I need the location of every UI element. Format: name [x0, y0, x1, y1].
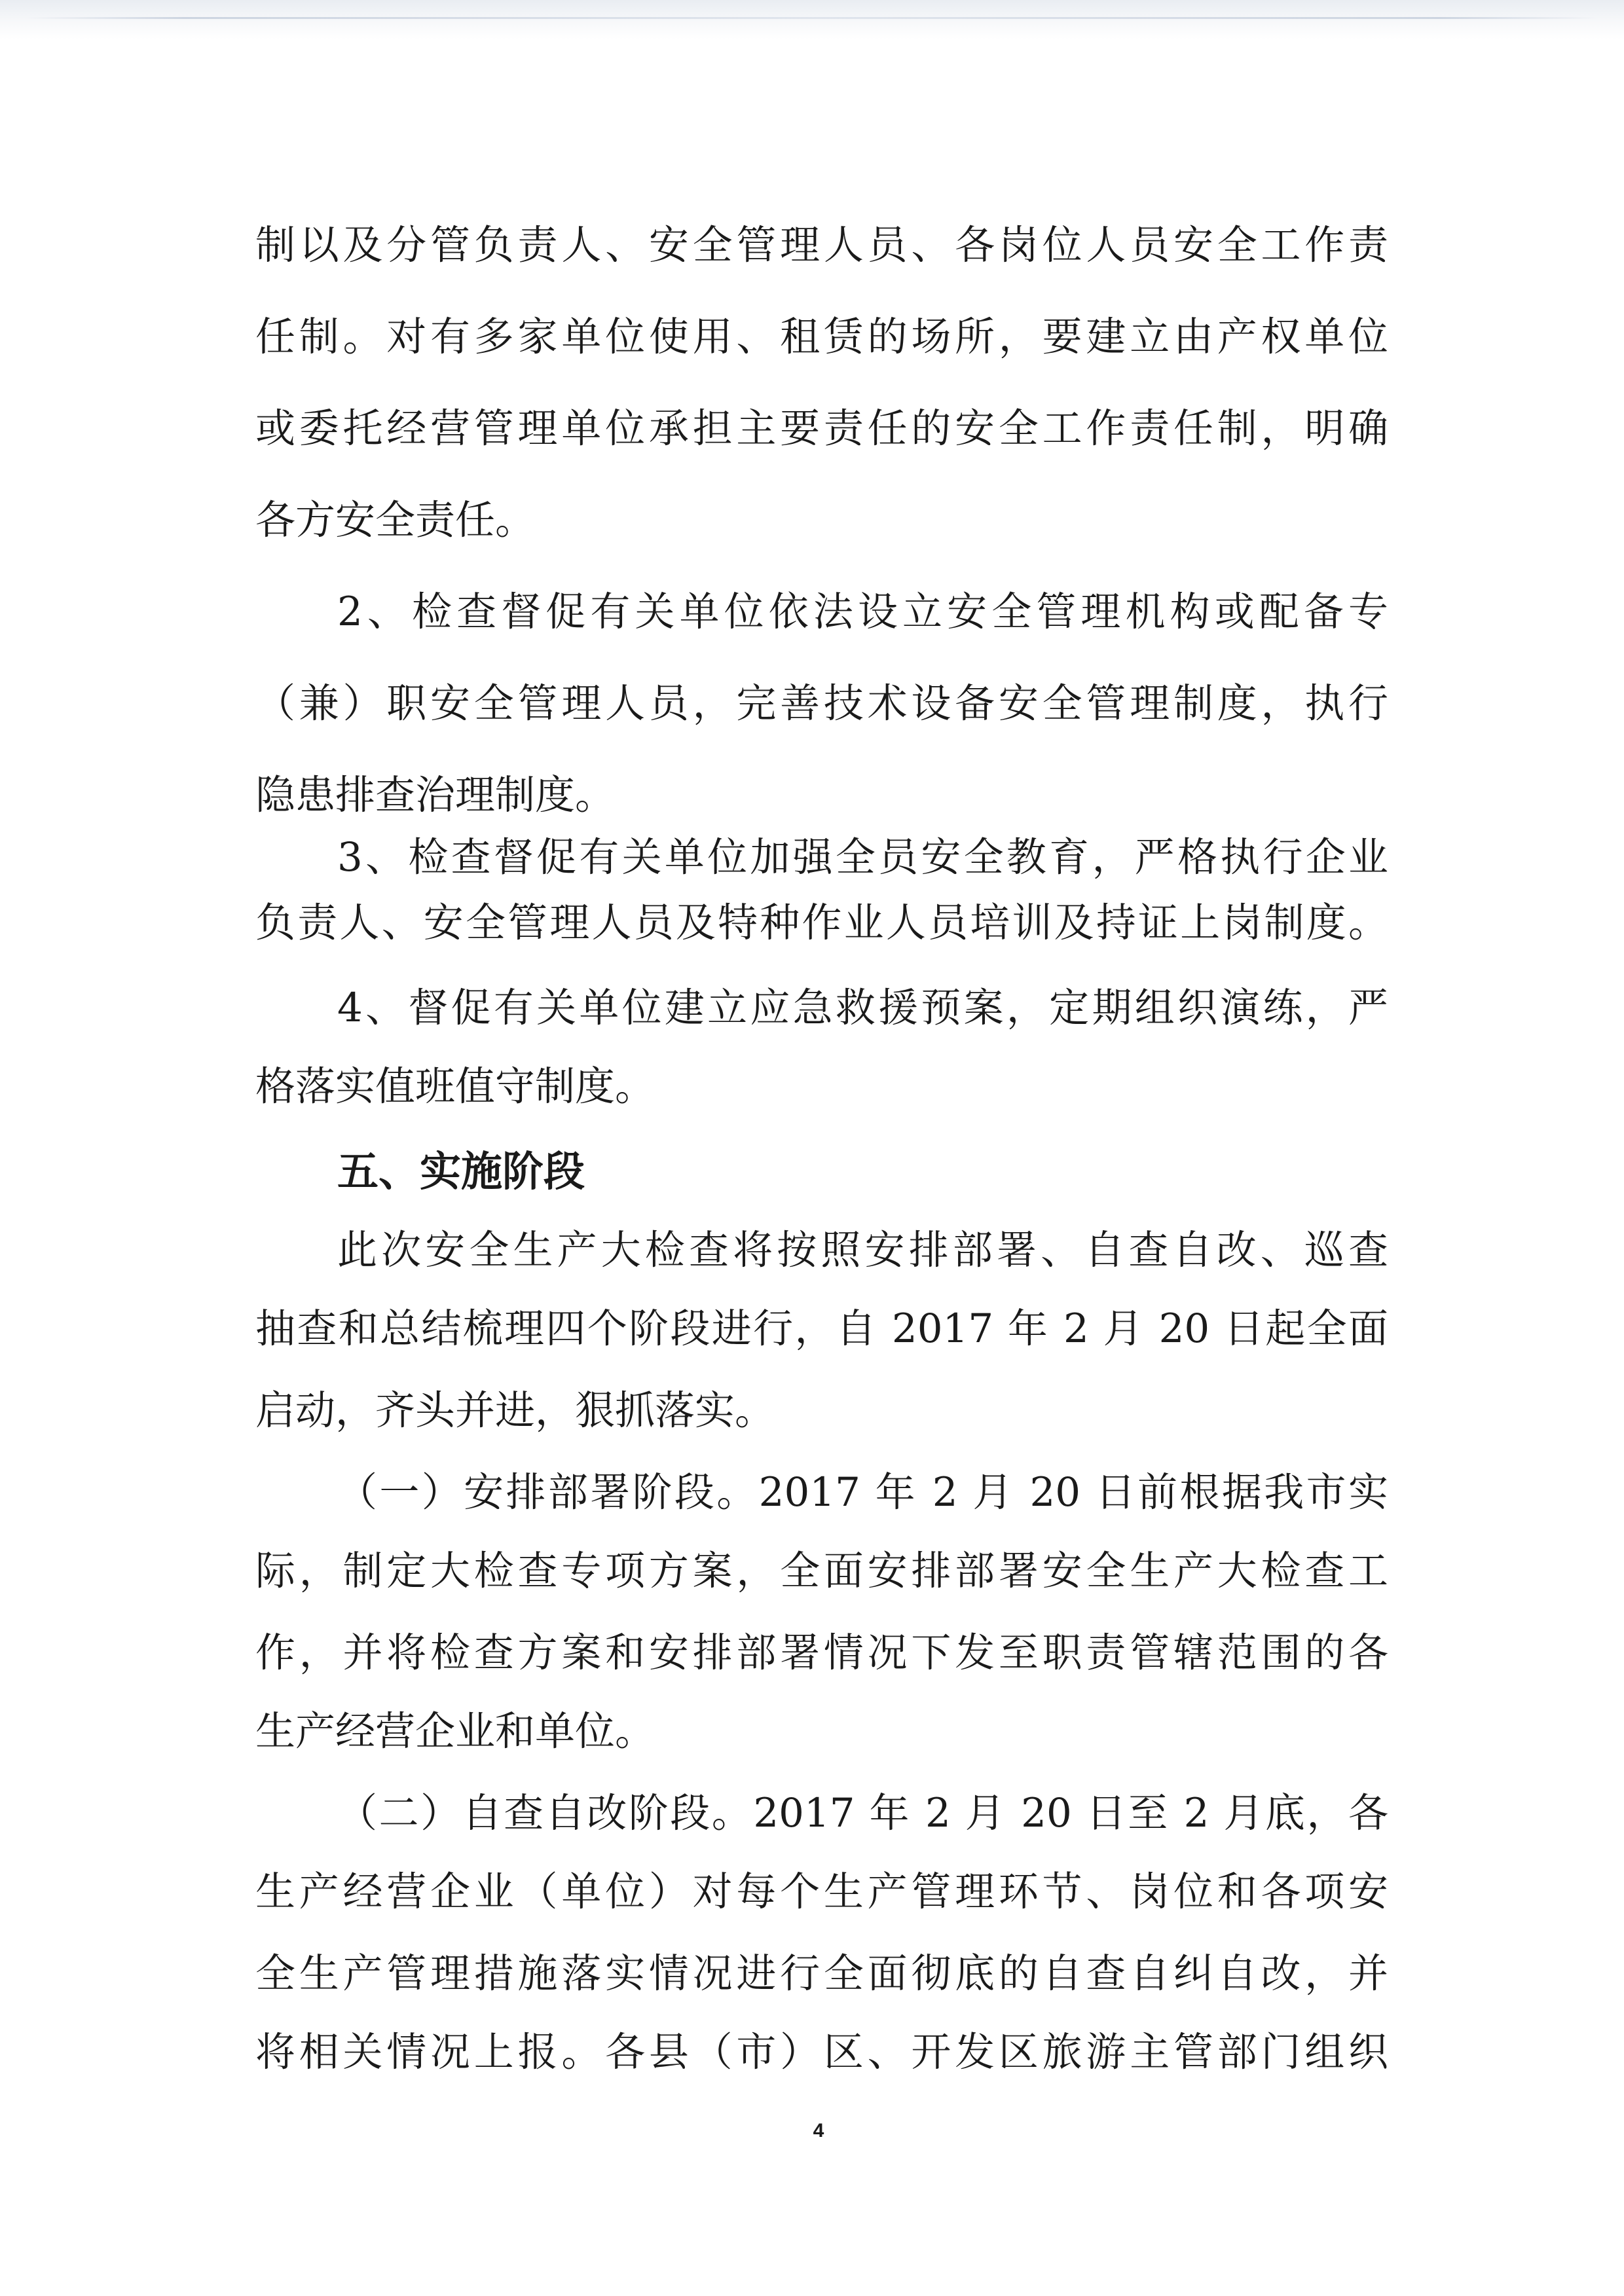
- paragraph-line: 此次安全生产大检查将按照安排部署、自查自改、巡查: [337, 1227, 1388, 1273]
- paragraph-line: 各方安全责任。: [255, 497, 536, 543]
- scan-artifact: [26, 17, 1598, 19]
- page-number: 4: [813, 2120, 824, 2141]
- scan-edge: [0, 0, 1624, 39]
- paragraph-line: 或委托经营管理单位承担主要责任的安全工作责任制，明确: [255, 405, 1388, 452]
- paragraph-line: 格落实值班值守制度。: [255, 1063, 655, 1110]
- paragraph-line: （二）自查自改阶段。2017 年 2 月 20 日至 2 月底，各: [337, 1790, 1388, 1836]
- paragraph-line: 启动，齐头并进，狠抓落实。: [255, 1387, 775, 1434]
- paragraph-line: 负责人、安全管理人员及特种作业人员培训及持证上岗制度。: [255, 900, 1388, 946]
- paragraph-line: （兼）职安全管理人员，完善技术设备安全管理制度，执行: [255, 680, 1388, 727]
- paragraph-line: 2、检查督促有关单位依法设立安全管理机构或配备专: [337, 589, 1388, 635]
- paragraph-line: 抽查和总结梳理四个阶段进行，自 2017 年 2 月 20 日起全面: [255, 1305, 1388, 1352]
- paragraph-line: 3、检查督促有关单位加强全员安全教育，严格执行企业: [337, 834, 1388, 881]
- paragraph-line: 际，制定大检查专项方案，全面安排部署安全生产大检查工: [255, 1548, 1388, 1594]
- paragraph-line: 作，并将检查方案和安排部署情况下发至职责管辖范围的各: [255, 1630, 1388, 1676]
- paragraph-line: 全生产管理措施落实情况进行全面彻底的自查自纠自改，并: [255, 1950, 1388, 1997]
- paragraph-line: 4、督促有关单位建立应急救援预案，定期组织演练，严: [337, 985, 1388, 1031]
- paragraph-line: 将相关情况上报。各县（市）区、开发区旅游主管部门组织: [255, 2029, 1388, 2075]
- paragraph-line: 生产经营企业和单位。: [255, 1708, 655, 1755]
- paragraph-line: （一）安排部署阶段。2017 年 2 月 20 日前根据我市实: [337, 1469, 1388, 1516]
- paragraph-line: 制以及分管负责人、安全管理人员、各岗位人员安全工作责: [255, 222, 1388, 268]
- paragraph-line: 隐患排查治理制度。: [255, 772, 616, 818]
- paragraph-line: 任制。对有多家单位使用、租赁的场所，要建立由产权单位: [255, 314, 1388, 360]
- section-heading: 五、实施阶段: [337, 1148, 585, 1195]
- paragraph-line: 生产经营企业（单位）对每个生产管理环节、岗位和各项安: [255, 1868, 1388, 1915]
